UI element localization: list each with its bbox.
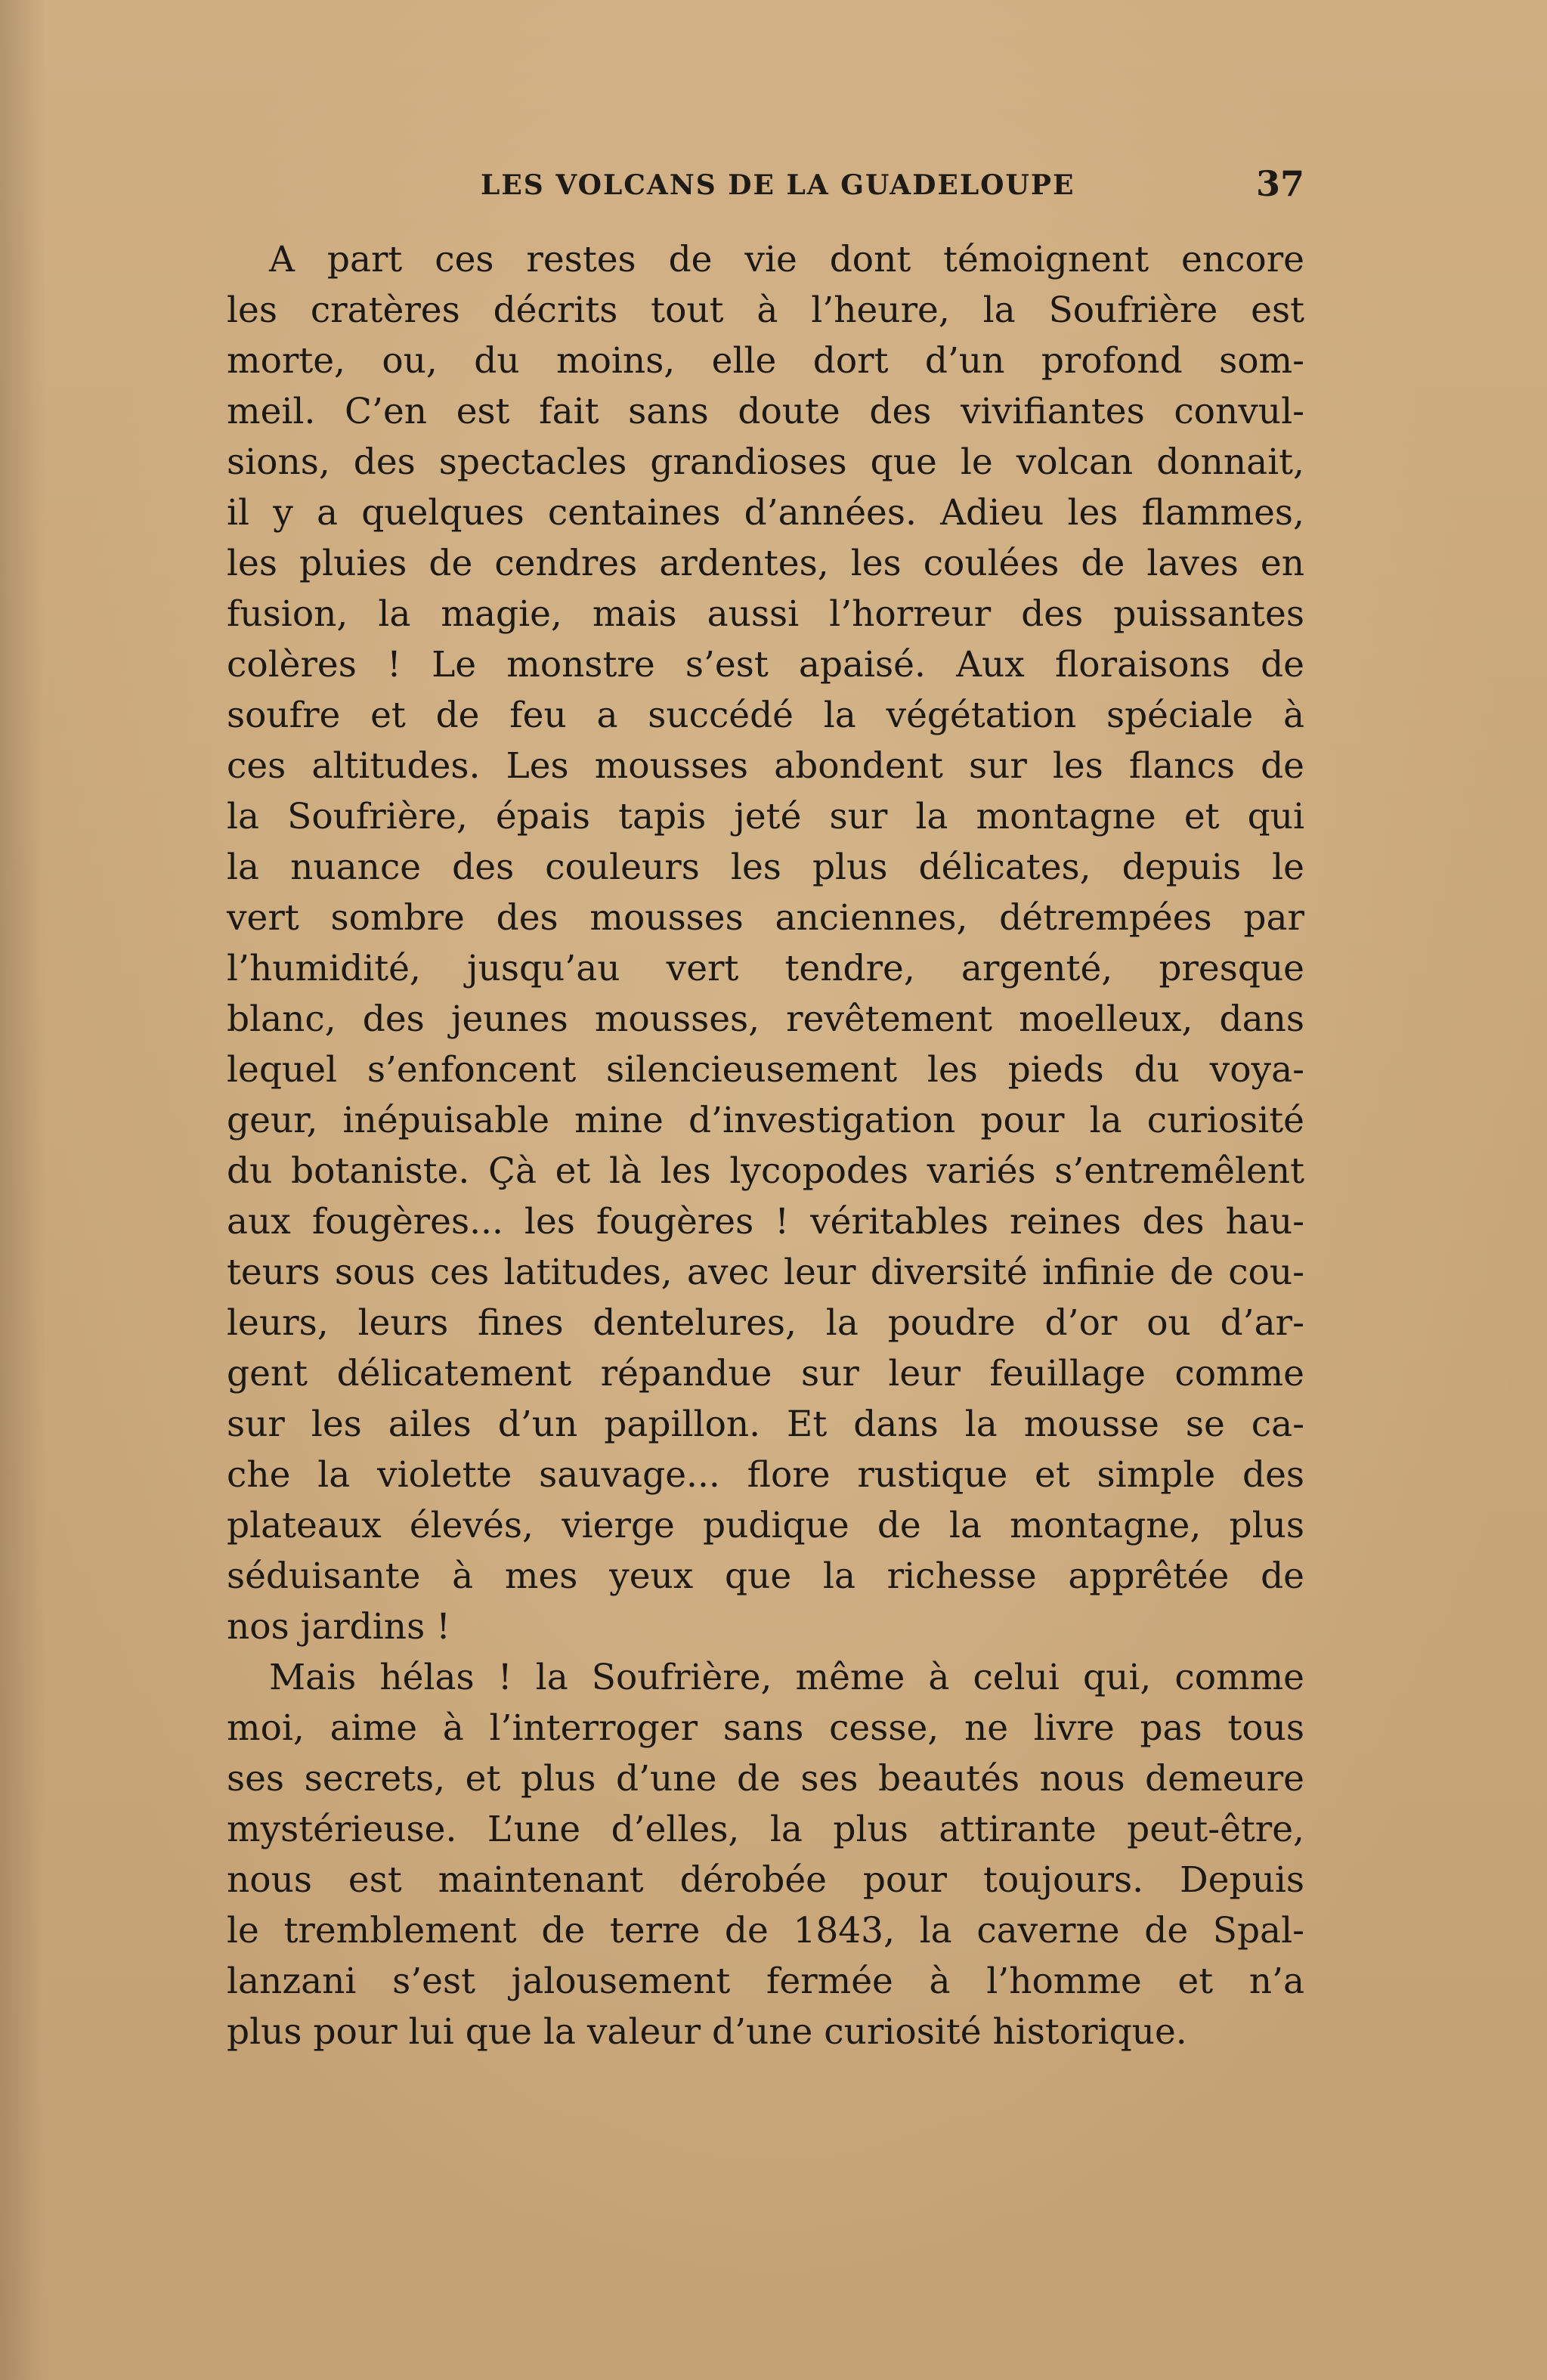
text-line: la nuance des couleurs les plus délicates, depuis le [227, 846, 1304, 888]
text-line: Mais hélas ! la Soufrière, même à celui qui, comme [269, 1657, 1304, 1698]
text-line: les pluies de cendres ardentes, les coulées de laves en [227, 543, 1304, 584]
page-number: 37 [1255, 163, 1304, 204]
text-line: la Soufrière, épais tapis jeté sur la montagne et qui [227, 796, 1304, 837]
text-line: plus pour lui que la valeur d’une curiosité historique. [227, 2011, 1187, 2053]
text-line: il y a quelques centaines d’années. Adieu les flammes, [227, 492, 1304, 534]
text-line: mystérieuse. L’une d’elles, la plus attirante peut-être, [227, 1809, 1304, 1850]
text-line: les cratères décrits tout à l’heure, la Soufrière est [227, 289, 1304, 331]
text-line: lanzani s’est jalousement fermée à l’homme et n’a [227, 1961, 1304, 2002]
text-line: séduisante à mes yeux que la richesse apprêtée de [227, 1555, 1304, 1597]
text-line: nous est maintenant dérobée pour toujours. Depuis [227, 1859, 1304, 1901]
text-line: teurs sous ces latitudes, avec leur diversité infinie de cou- [227, 1252, 1304, 1293]
text-line: fusion, la magie, mais aussi l’horreur des puissantes [227, 593, 1304, 635]
text-line: le tremblement de terre de 1843, la caverne de Spal- [227, 1910, 1304, 1951]
text-line: nos jardins ! [227, 1606, 451, 1648]
text-line: vert sombre des mousses anciennes, détrempées par [227, 897, 1304, 939]
text-line: soufre et de feu a succédé la végétation spéciale à [227, 695, 1304, 736]
text-line: blanc, des jeunes mousses, revêtement moelleux, dans [227, 998, 1304, 1040]
text-line: sions, des spectacles grandioses que le volcan donnait, [227, 441, 1304, 483]
text-line: plateaux élevés, vierge pudique de la montagne, plus [227, 1505, 1304, 1546]
text-line: gent délicatement répandue sur leur feuillage comme [227, 1353, 1304, 1394]
text-line: du botaniste. Çà et là les lycopodes variés s’entremêlent [227, 1150, 1304, 1192]
text-line: sur les ailes d’un papillon. Et dans la mousse se ca- [227, 1404, 1304, 1445]
text-line: morte, ou, du moins, elle dort d’un profond som- [227, 340, 1304, 382]
text-line: moi, aime à l’interroger sans cesse, ne livre pas tous [227, 1707, 1304, 1749]
text-line: ces altitudes. Les mousses abondent sur les flancs de [227, 745, 1304, 787]
text-line: geur, inépuisable mine d’investigation pour la curiosité [227, 1100, 1304, 1141]
body-text [227, 234, 1304, 2057]
text-line: l’humidité, jusqu’au vert tendre, argenté, presque [227, 948, 1304, 989]
text-line: che la violette sauvage... flore rustique et simple des [227, 1454, 1304, 1496]
text-line: lequel s’enfoncent silencieusement les pieds du voya- [227, 1049, 1304, 1091]
text-line: colères ! Le monstre s’est apaisé. Aux floraisons de [227, 644, 1304, 686]
text-line: A part ces restes de vie dont témoignent encore [269, 239, 1304, 280]
page-edge-shadow [0, 0, 45, 2380]
text-line: aux fougères... les fougères ! véritables reines des hau- [227, 1201, 1304, 1243]
running-title: LES VOLCANS DE LA GUADELOUPE [481, 169, 1075, 201]
running-head [481, 165, 1304, 203]
text-line: ses secrets, et plus d’une de ses beautés nous demeure [227, 1758, 1304, 1800]
text-line: leurs, leurs fines dentelures, la poudre d’or ou d’ar- [227, 1302, 1304, 1344]
text-line: meil. C’en est fait sans doute des vivifiantes convul- [227, 391, 1304, 432]
